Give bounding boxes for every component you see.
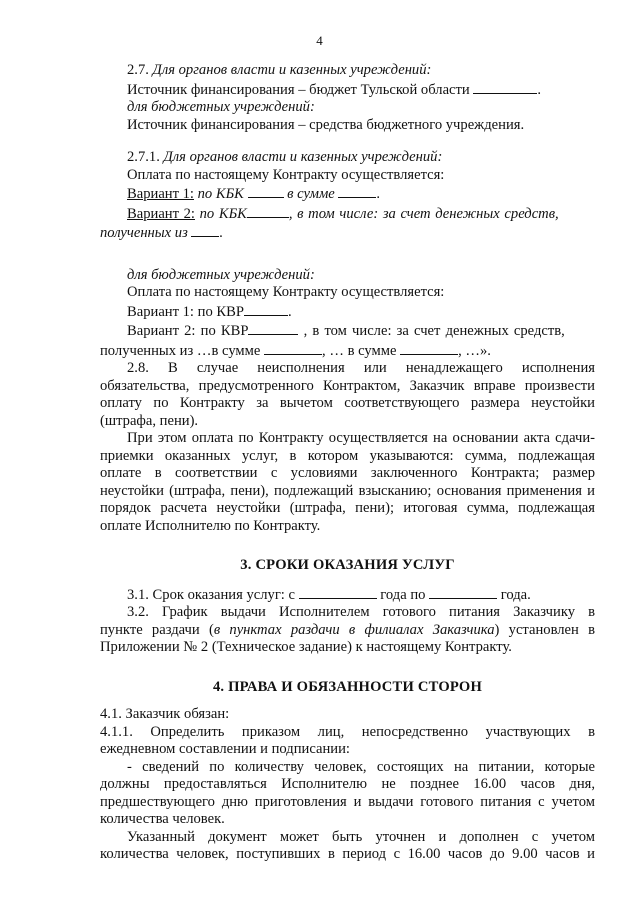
clause-text: года.: [497, 586, 531, 603]
variant-text: , в том числе: за счет денежных средств,: [298, 323, 565, 339]
fill-in-blank: [473, 80, 537, 94]
paragraph-line: При этом оплата по Контракту осуществляется на основании акта сдачи-: [127, 430, 595, 446]
clause-number: 2.7.1.: [127, 149, 164, 165]
budget-institutions-label-2: для бюджетных учреждений:: [127, 266, 315, 283]
budget-variant-2: [127, 321, 595, 341]
paragraph-line: предшествующего дню приготовления и выдачи готового питания с учетом: [100, 793, 595, 810]
paragraph-line: приемки оказанных услуг, в котором указываются: сумма, подлежащая: [100, 447, 595, 464]
variant-text: полученных из …в сумме: [100, 342, 265, 359]
payment-line: Оплата по настоящему Контракту осуществляется:: [127, 166, 445, 183]
clause-text: года по: [376, 586, 430, 603]
paragraph-line: 4.1.1. Определить приказом лиц, непосредственно участвующих в: [100, 723, 595, 740]
clause-2-8: [100, 360, 595, 535]
variant-label: Вариант 1:: [127, 186, 194, 202]
clause-2-7-title: [127, 62, 595, 80]
variant-text: по КБК: [194, 205, 247, 222]
paragraph-line: оплату по Контракту за вычетом соответствующего размера неустойки: [100, 395, 595, 411]
paragraph-line: (штрафа, пени).: [100, 412, 199, 429]
paragraph-line: [100, 622, 595, 640]
punct: .: [376, 186, 381, 202]
section-4-heading: 4. ПРАВА И ОБЯЗАННОСТИ СТОРОН: [212, 678, 483, 695]
paragraph-line: 4.1. Заказчик обязан:: [100, 706, 230, 722]
clause-2-7-1-title: [127, 149, 595, 167]
variant-label: Вариант 2:: [127, 205, 195, 222]
funding-source-budget-line: Источник финансирования – средства бюджетного учреждения.: [127, 116, 525, 133]
variant-2-cont: [100, 223, 595, 243]
paragraph-line: - сведений по количеству человек, состоящих на питании, которые: [127, 758, 595, 775]
variant-text: , … в сумме: [322, 342, 401, 359]
punct: .: [219, 225, 224, 241]
payment-line-2: Оплата по настоящему Контракту осуществляется:: [127, 284, 445, 300]
paragraph-line: Приложении № 2 (Техническое задание) к настоящему Контракту.: [100, 639, 512, 655]
paragraph-line: оплате Исполнителю по Контракту.: [100, 517, 321, 534]
clause-number: 2.7.: [127, 62, 153, 78]
paragraph-line: количества человек, поступивших в период с 16.00 часов до 9.00 часов и: [100, 846, 595, 862]
fill-in-blank: [248, 184, 284, 198]
variant-text: Вариант 2: по КВР: [127, 323, 249, 339]
paragraph-line: порядок расчета неустойки (штрафа, пени); итоговая сумма, подлежащая: [100, 500, 595, 516]
variant-1-line: [127, 184, 595, 204]
variant-text: , в том числе: за счет денежных средств,: [288, 205, 559, 222]
fill-in-blank: [247, 204, 289, 218]
fill-in-blank: [248, 321, 298, 335]
fill-in-blank: [338, 184, 376, 198]
clause-text: пункте раздачи (: [100, 621, 214, 638]
paragraph-line: обязательства, предусмотренного Контрактом, Заказчик вправе произвести: [100, 377, 595, 394]
fill-in-blank: [400, 341, 458, 355]
clause-subtitle: Для органов власти и казенных учреждений:: [163, 149, 443, 165]
variant-text: , …».: [458, 342, 491, 359]
clause-text: 3.1. Срок оказания услуг: с: [127, 586, 299, 603]
clause-3-1: [127, 585, 595, 605]
paragraph-line: 3.2. График выдачи Исполнителем готового питания Заказчику в: [127, 604, 595, 620]
fill-in-blank: [244, 302, 288, 316]
fill-in-blank: [191, 223, 219, 237]
paragraph-line: Указанный документ может быть уточнен и дополнен с учетом: [127, 828, 595, 845]
budget-variant-1: [127, 302, 595, 322]
fill-in-blank: [264, 341, 322, 355]
paragraph-line: неустойки (штрафа, пени), подлежащий взысканию; основания применения и: [100, 482, 595, 499]
budget-institutions-label: для бюджетных учреждений:: [127, 99, 315, 115]
clause-subtitle: Для органов власти и казенных учреждений:: [152, 62, 432, 78]
paragraph-line: количества человек.: [100, 811, 225, 827]
paragraph-line: 2.8. В случае неисполнения или ненадлежащего исполнения: [127, 360, 595, 376]
fill-in-blank: [299, 585, 377, 599]
variant-text: в сумме: [283, 186, 339, 202]
fill-in-blank: [429, 585, 497, 599]
funding-source-text: Источник финансирования – бюджет Тульской области: [127, 81, 470, 98]
document-body: [100, 62, 595, 864]
variant-2-line: [127, 204, 595, 224]
funding-source-line: [127, 80, 595, 100]
paragraph-line: должны предоставляться Исполнителю не позднее 16.00 часов дня,: [100, 776, 595, 792]
variant-text: по КБК: [193, 186, 248, 202]
variant-text: Вариант 1: по КВР: [127, 303, 244, 320]
punct: .: [287, 303, 292, 320]
page-number: 4: [316, 33, 323, 48]
budget-variant-2-cont: [100, 341, 595, 361]
section-3-heading: 3. СРОКИ ОКАЗАНИЯ УСЛУГ: [240, 557, 455, 573]
variant-text: полученных из: [100, 225, 192, 241]
clause-italic: в пунктах раздачи в филиалах Заказчика: [213, 621, 495, 638]
punct: .: [537, 81, 542, 98]
section-4-body: [100, 706, 595, 864]
paragraph-line: оплате в соответствии с условиями заключенного Контракта; размер: [100, 465, 595, 481]
clause-3-2: [100, 604, 595, 657]
clause-text: ) установлен в: [494, 621, 595, 638]
paragraph-line: ежедневном составлении и подписании:: [100, 741, 350, 757]
